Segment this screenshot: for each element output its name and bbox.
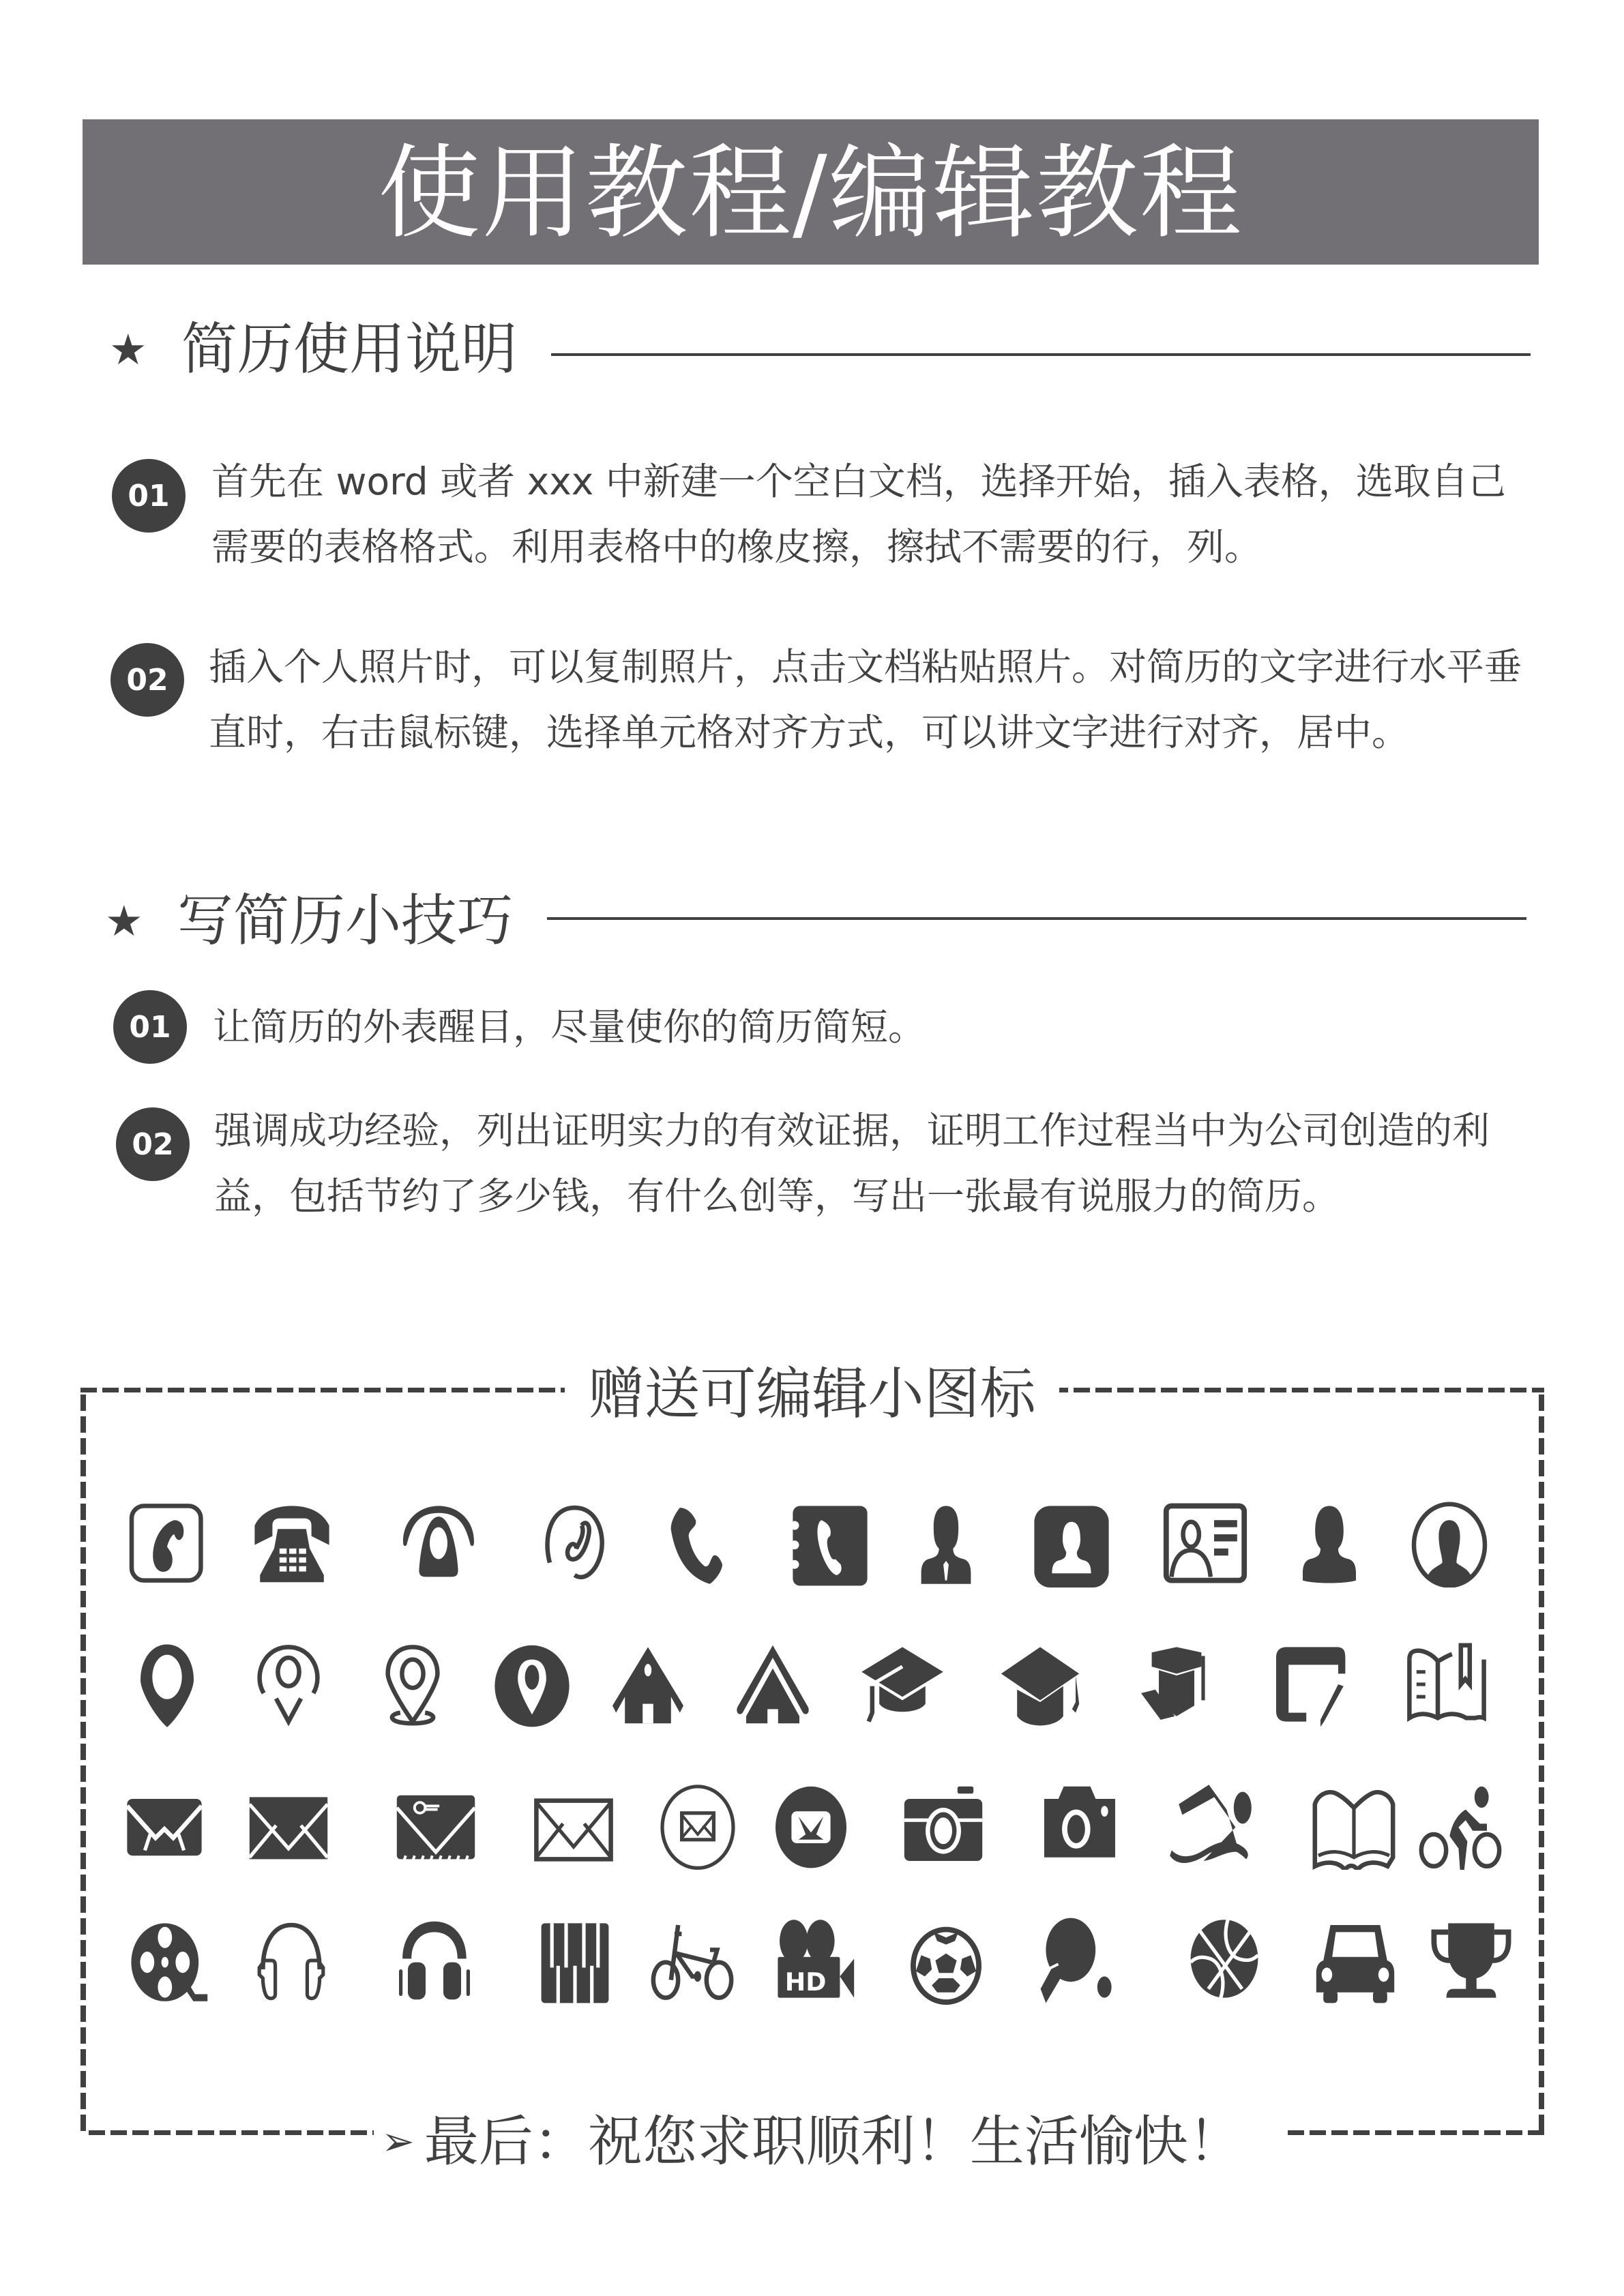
ping-pong-icon[interactable] <box>1030 1916 1119 2005</box>
closing-text: 最后：祝您求职顺利！生活愉快！ <box>424 2110 1243 2173</box>
envelope-filled-lines-icon[interactable] <box>244 1781 333 1870</box>
house-icon[interactable] <box>604 1640 692 1729</box>
location-pin-circle-icon[interactable] <box>488 1640 576 1729</box>
list-item <box>109 457 1528 593</box>
basketball-icon[interactable] <box>1180 1916 1269 2005</box>
item-text: 插入个人照片时，可以复制照片，点击文档粘贴照片。对简历的文字进行水平垂直时，右击鼠标键，选择单元格对齐方式，可以讲文字进行对齐，居中。 <box>209 645 1522 754</box>
section-title: 简历使用说明 <box>181 317 518 382</box>
dashed-border-left <box>80 1395 86 2132</box>
section-header-tips <box>105 884 513 959</box>
gift-section-title <box>0 1357 1624 1432</box>
user-silhouette-icon[interactable] <box>1285 1499 1374 1587</box>
star-icon: ★ <box>105 896 143 946</box>
phone-book-icon[interactable] <box>786 1499 874 1587</box>
list-item <box>109 641 1528 777</box>
arrow-icon: ➢ <box>381 2118 415 2164</box>
open-book-icon[interactable] <box>1310 1781 1398 1870</box>
closing-message <box>0 2104 1624 2179</box>
businessman-tie-icon[interactable] <box>902 1499 990 1587</box>
envelope-outline-icon[interactable] <box>529 1781 618 1870</box>
phone-spiral-outline-icon[interactable] <box>532 1499 621 1587</box>
camera-icon[interactable] <box>1035 1781 1124 1870</box>
section-divider <box>547 917 1526 920</box>
home-roof-icon[interactable] <box>728 1640 817 1729</box>
film-reel-icon[interactable] <box>124 1916 213 2005</box>
section-divider <box>551 353 1531 356</box>
item-text: 让简历的外表醒目，尽量使你的简历简短。 <box>213 1005 926 1049</box>
camera-retro-icon[interactable] <box>899 1781 988 1870</box>
number-badge: 02 <box>110 643 184 717</box>
headphones-outline-icon[interactable] <box>247 1916 336 2005</box>
location-pin-outline-icon[interactable] <box>368 1640 457 1729</box>
location-signal-icon[interactable] <box>244 1640 333 1729</box>
envelope-stamp-icon[interactable] <box>392 1781 480 1870</box>
graduation-cap-icon[interactable] <box>996 1640 1084 1729</box>
number-badge: 01 <box>112 459 186 533</box>
title-banner <box>83 119 1539 265</box>
soccer-ball-icon[interactable] <box>902 1916 990 2005</box>
number-badge: 01 <box>113 990 187 1064</box>
item-text: 首先在 word 或者 xxx 中新建一个空白文档，选择开始，插入表格，选取自己需要的表格格式。利用表格中的橡皮擦，擦拭不需要的行，列。 <box>211 460 1506 569</box>
phone-handset-icon[interactable] <box>660 1499 749 1587</box>
section-title: 写简历小技巧 <box>177 889 514 953</box>
user-square-icon[interactable] <box>1027 1499 1116 1587</box>
hd-video-camera-icon[interactable] <box>771 1916 859 2005</box>
id-card-icon[interactable] <box>1161 1499 1250 1587</box>
section-header-usage <box>109 312 517 387</box>
edit-note-icon[interactable] <box>1267 1640 1356 1729</box>
list-item <box>109 1105 1528 1241</box>
bicycle-icon[interactable] <box>648 1916 737 2005</box>
envelope-filled-icon[interactable] <box>120 1781 209 1870</box>
retro-telephone-icon[interactable] <box>394 1499 483 1587</box>
page-title: 使用教程/编辑教程 <box>378 134 1243 253</box>
piano-keys-icon[interactable] <box>531 1916 619 2005</box>
number-badge: 02 <box>116 1107 190 1181</box>
book-bookmark-icon[interactable] <box>1402 1640 1491 1729</box>
mail-circle-filled-icon[interactable] <box>767 1781 855 1870</box>
map-pin-icon[interactable] <box>123 1640 211 1729</box>
trophy-icon[interactable] <box>1427 1916 1516 2005</box>
list-item <box>109 990 1528 1065</box>
user-circle-icon[interactable] <box>1405 1499 1494 1587</box>
cyclist-icon[interactable] <box>1416 1781 1505 1870</box>
desk-telephone-icon[interactable] <box>248 1499 336 1587</box>
mail-circle-outline-icon[interactable] <box>653 1781 742 1870</box>
item-text: 强调成功经验，列出证明实力的有效证据，证明工作过程当中为公司创造的利益，包括节约了多少钱，有什么创等，写出一张最有说服力的简历。 <box>214 1109 1490 1218</box>
graduation-cap-tassel-icon[interactable] <box>858 1640 947 1729</box>
phone-square-outline-icon[interactable] <box>123 1499 211 1587</box>
swimming-icon[interactable] <box>1166 1781 1255 1870</box>
gift-title-text: 赠送可编辑小图标 <box>565 1362 1059 1427</box>
headphones-icon[interactable] <box>390 1916 479 2005</box>
star-icon: ★ <box>109 325 147 374</box>
graduation-diploma-icon[interactable] <box>1132 1640 1221 1729</box>
svg-text:HD: HD <box>784 1967 827 1997</box>
car-icon[interactable] <box>1311 1916 1400 2005</box>
dashed-border-right <box>1539 1395 1544 2132</box>
